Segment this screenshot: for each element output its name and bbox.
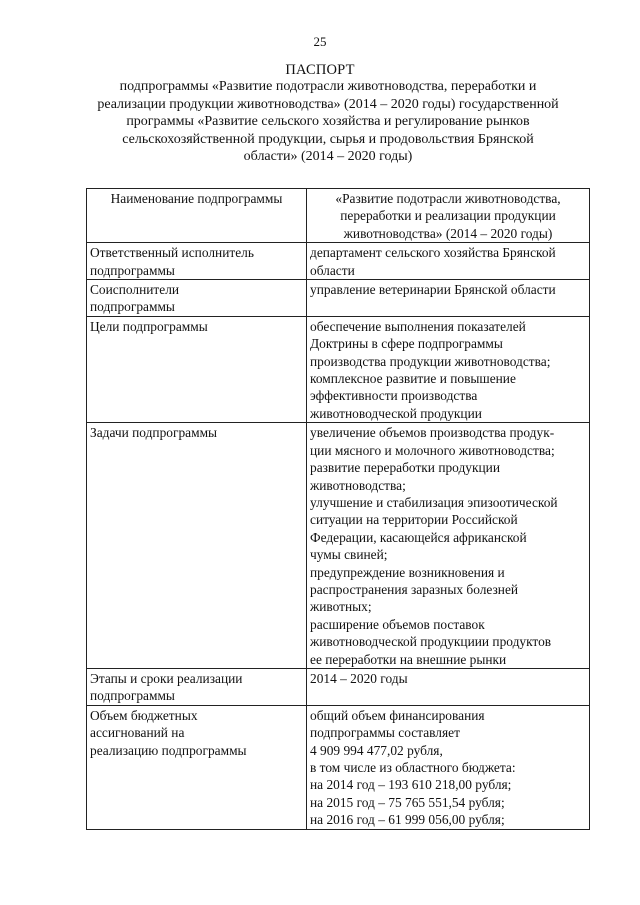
cell-line: животных; xyxy=(310,599,372,615)
cell-line: переработки и реализации продукции xyxy=(340,208,556,224)
table-row xyxy=(87,705,590,829)
cell-line: Задачи подпрограммы xyxy=(90,425,218,441)
header-cell-value xyxy=(307,189,590,243)
cell-line: Ответственный исполнитель xyxy=(90,245,254,261)
cell-line: развитие переработки продукции xyxy=(310,460,500,476)
subtitle-line: области» (2014 – 2020 годы) xyxy=(243,149,413,164)
table-header-row xyxy=(87,189,590,243)
row-value-cell xyxy=(307,705,590,829)
document-subtitle xyxy=(88,78,568,166)
cell-line: «Развитие подотрасли животноводства, xyxy=(335,191,561,206)
table-row xyxy=(87,668,590,705)
cell-line: управление ветеринарии Брянской области xyxy=(310,282,556,298)
cell-line: улучшение и стабилизация эпизоотической xyxy=(310,494,558,510)
subtitle-line: программы «Развитие сельского хозяйства и регулирование рынков xyxy=(126,114,530,129)
cell-line: Соисполнители xyxy=(90,282,180,298)
table-row xyxy=(87,423,590,669)
cell-line: обеспечение выполнения показателей xyxy=(310,318,526,334)
table-row xyxy=(87,280,590,317)
cell-line: ции мясного и молочного животноводства; xyxy=(310,442,555,458)
row-label-cell xyxy=(87,316,307,422)
cell-line: подпрограммы xyxy=(90,299,175,315)
cell-line: ее переработки на внешние рынки xyxy=(310,651,507,667)
cell-line: ассигнований на xyxy=(90,725,185,741)
cell-line: Объем бюджетных xyxy=(90,707,198,723)
cell-line: на 2014 год – 193 610 218,00 рубля; xyxy=(310,777,512,793)
cell-line: животноводства; xyxy=(310,477,406,493)
cell-line: Цели подпрограммы xyxy=(90,318,208,334)
row-value-cell xyxy=(307,280,590,317)
subtitle-line: сельскохозяйственной продукции, сырья и продовольствия Брянской xyxy=(122,131,534,147)
cell-line: подпрограммы составляет xyxy=(310,725,460,741)
cell-line: Наименование подпрограммы xyxy=(110,191,283,206)
cell-line: 2014 – 2020 годы xyxy=(310,670,408,686)
cell-line: чумы свиней; xyxy=(310,547,388,563)
row-label-cell xyxy=(87,668,307,705)
document-title: ПАСПОРТ xyxy=(285,62,355,78)
cell-line: реализацию подпрограммы xyxy=(90,742,247,758)
cell-line: области xyxy=(310,262,355,278)
row-value-cell xyxy=(307,423,590,669)
row-value-cell xyxy=(307,316,590,422)
cell-line: расширение объемов поставок xyxy=(310,616,485,632)
page-number: 25 xyxy=(313,34,327,49)
cell-line: подпрограммы xyxy=(90,262,175,278)
cell-line: предупреждение возникновения и xyxy=(310,564,505,580)
cell-line: животноводства» (2014 – 2020 годы) xyxy=(343,225,553,241)
subtitle-line: реализации продукции животноводства» (2014 – 2020 годы) государственной xyxy=(97,96,559,112)
table-row xyxy=(87,316,590,422)
passport-table xyxy=(86,188,590,830)
cell-line: распространения заразных болезней xyxy=(310,581,519,597)
row-label-cell xyxy=(87,423,307,669)
cell-line: увеличение объемов производства продук- xyxy=(310,425,555,441)
cell-line: ситуации на территории Российской xyxy=(310,512,518,528)
cell-line: Этапы и сроки реализации xyxy=(90,670,243,686)
row-label-cell xyxy=(87,705,307,829)
cell-line: животноводческой продукциии продуктов xyxy=(310,634,552,650)
row-label-cell xyxy=(87,243,307,280)
cell-line: в том числе из областного бюджета: xyxy=(310,760,516,775)
header-cell-name xyxy=(87,189,307,243)
subtitle-line: подпрограммы «Развитие подотрасли животноводства, переработки и xyxy=(119,79,537,94)
cell-line: 4 909 994 477,02 рубля, xyxy=(310,742,443,758)
cell-line: комплексное развитие и повышение xyxy=(310,371,516,387)
cell-line: эффективности производства xyxy=(310,388,478,404)
cell-line: животноводческой продукции xyxy=(310,405,482,421)
cell-line: общий объем финансирования xyxy=(310,707,485,723)
table-row xyxy=(87,243,590,280)
cell-line: на 2016 год – 61 999 056,00 рубля; xyxy=(310,812,505,828)
cell-line: Федерации, касающейся африканской xyxy=(310,529,527,545)
cell-line: Доктрины в сфере подпрограммы xyxy=(310,336,503,352)
cell-line: производства продукции животноводства; xyxy=(310,353,551,369)
row-value-cell xyxy=(307,668,590,705)
cell-line: департамент сельского хозяйства Брянской xyxy=(310,245,556,261)
cell-line: на 2015 год – 75 765 551,54 рубля; xyxy=(310,794,505,810)
row-value-cell xyxy=(307,243,590,280)
cell-line: подпрограммы xyxy=(90,688,175,704)
row-label-cell xyxy=(87,280,307,317)
